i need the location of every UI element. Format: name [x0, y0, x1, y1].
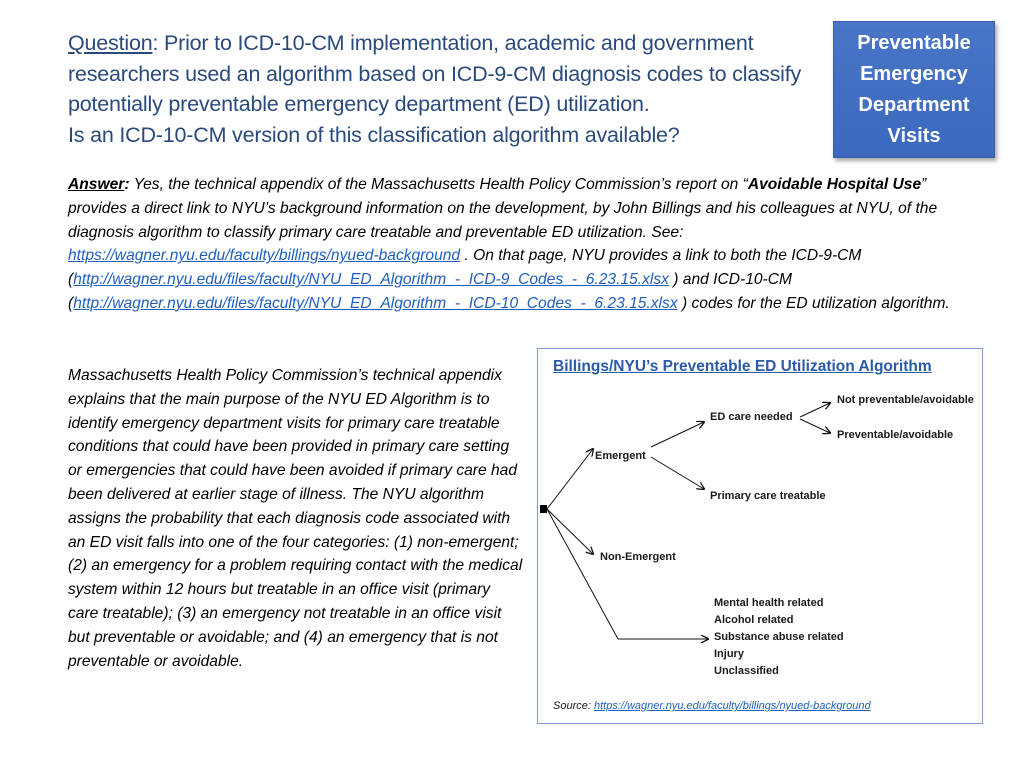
- badge-line: Department: [858, 93, 970, 116]
- answer-text: ) and ICD-10-CM (: [68, 271, 792, 312]
- node-unclassified: Unclassified: [714, 665, 779, 677]
- icd10-codes-link[interactable]: http://wagner.nyu.edu/files/faculty/NYU_ED_Algorithm_-_ICD-10_Codes_-_6.23.15.xlsx: [73, 294, 678, 312]
- figure-title: Billings/NYU’s Preventable ED Utilization Algorithm: [553, 358, 932, 375]
- arrow-ed-care-needed: [651, 422, 704, 447]
- icd9-codes-link[interactable]: http://wagner.nyu.edu/files/faculty/NYU_ED_Algorithm_-_ICD-9_Codes_-_6.23.15.xlsx: [73, 271, 669, 289]
- question-line2: Is an ICD-10-CM version of this classification algorithm available?: [68, 122, 680, 147]
- arrow-primary-care: [651, 457, 704, 489]
- node-primary-care: Primary care treatable: [710, 490, 826, 502]
- topic-badge: [833, 21, 995, 158]
- node-mental-health: Mental health related: [714, 597, 824, 609]
- answer-paragraph: [68, 173, 988, 316]
- line-other: [547, 509, 618, 639]
- node-not-preventable: Not preventable/avoidable: [837, 394, 974, 406]
- node-injury: Injury: [714, 648, 744, 660]
- badge-line: Visits: [887, 124, 941, 147]
- source-label: Source:: [553, 700, 594, 712]
- answer-label: Answer: [68, 176, 125, 193]
- arrow-preventable: [800, 419, 830, 433]
- arrow-emergent: [547, 449, 593, 509]
- question-label: Question: [68, 31, 153, 55]
- purpose-paragraph: Massachusetts Health Policy Commission’s technical appendix explains that the main purpose of the NYU ED Algorithm is to identify emergency department visits for primary care treatable conditions that could have been provided in primary care setting or emergencies that could have been avoided if primary care had been delivered at earlier stage of illness. The NYU algorithm assigns the probability that each diagnosis code associated with an ED visit falls into one of the four categories: (1) non-emergent; (2) an emergency for a problem requiring contact with the medical system within 12 hours but treatable in an office visit (primary care treatable); (3) an emergency not treatable in an office visit but preventable or avoidable; and (4) an emergency that is not preventable or avoidable.: [68, 367, 523, 670]
- answer-text: ” provides a direct link to NYU’s background information on the development, by John Billings and his colleagues at NYU, of the diagnosis algorithm to classify primary care treatable and preventable ED utilization. See:: [68, 176, 938, 241]
- nyu-background-link[interactable]: https://wagner.nyu.edu/faculty/billings/nyued-background: [68, 247, 461, 265]
- root-node: [540, 505, 547, 513]
- arrow-non-emergent: [547, 509, 593, 554]
- node-preventable: Preventable/avoidable: [837, 429, 954, 441]
- node-emergent: Emergent: [595, 450, 646, 462]
- node-ed-care-needed: ED care needed: [710, 411, 793, 423]
- arrow-not-preventable: [800, 403, 830, 417]
- node-substance: Substance abuse related: [714, 631, 844, 643]
- badge-line: Preventable: [857, 31, 971, 54]
- algorithm-figure: [537, 348, 983, 724]
- answer-text: . On that page, NYU provides a link to both the ICD-9-CM (: [68, 247, 862, 289]
- answer-text: ) codes for the ED utilization algorithm.: [677, 294, 950, 312]
- answer-text: Yes, the technical appendix of the Massachusetts Health Policy Commission’s report on “: [129, 176, 748, 193]
- source-link[interactable]: https://wagner.nyu.edu/faculty/billings/nyued-background: [593, 700, 871, 712]
- node-alcohol: Alcohol related: [714, 614, 794, 626]
- question-text: : Prior to ICD-10-CM implementation, academic and government researchers used an algorithm based on ICD-9-CM diagnosis codes to classify potentially preventable emergency department (ED) utilization.: [68, 31, 802, 116]
- answer-colon: :: [124, 176, 130, 193]
- figure-source: [553, 700, 871, 712]
- node-non-emergent: Non-Emergent: [600, 551, 676, 563]
- badge-line: Emergency: [860, 62, 968, 85]
- question-block: [68, 28, 838, 150]
- report-title: Avoidable Hospital Use: [747, 176, 922, 193]
